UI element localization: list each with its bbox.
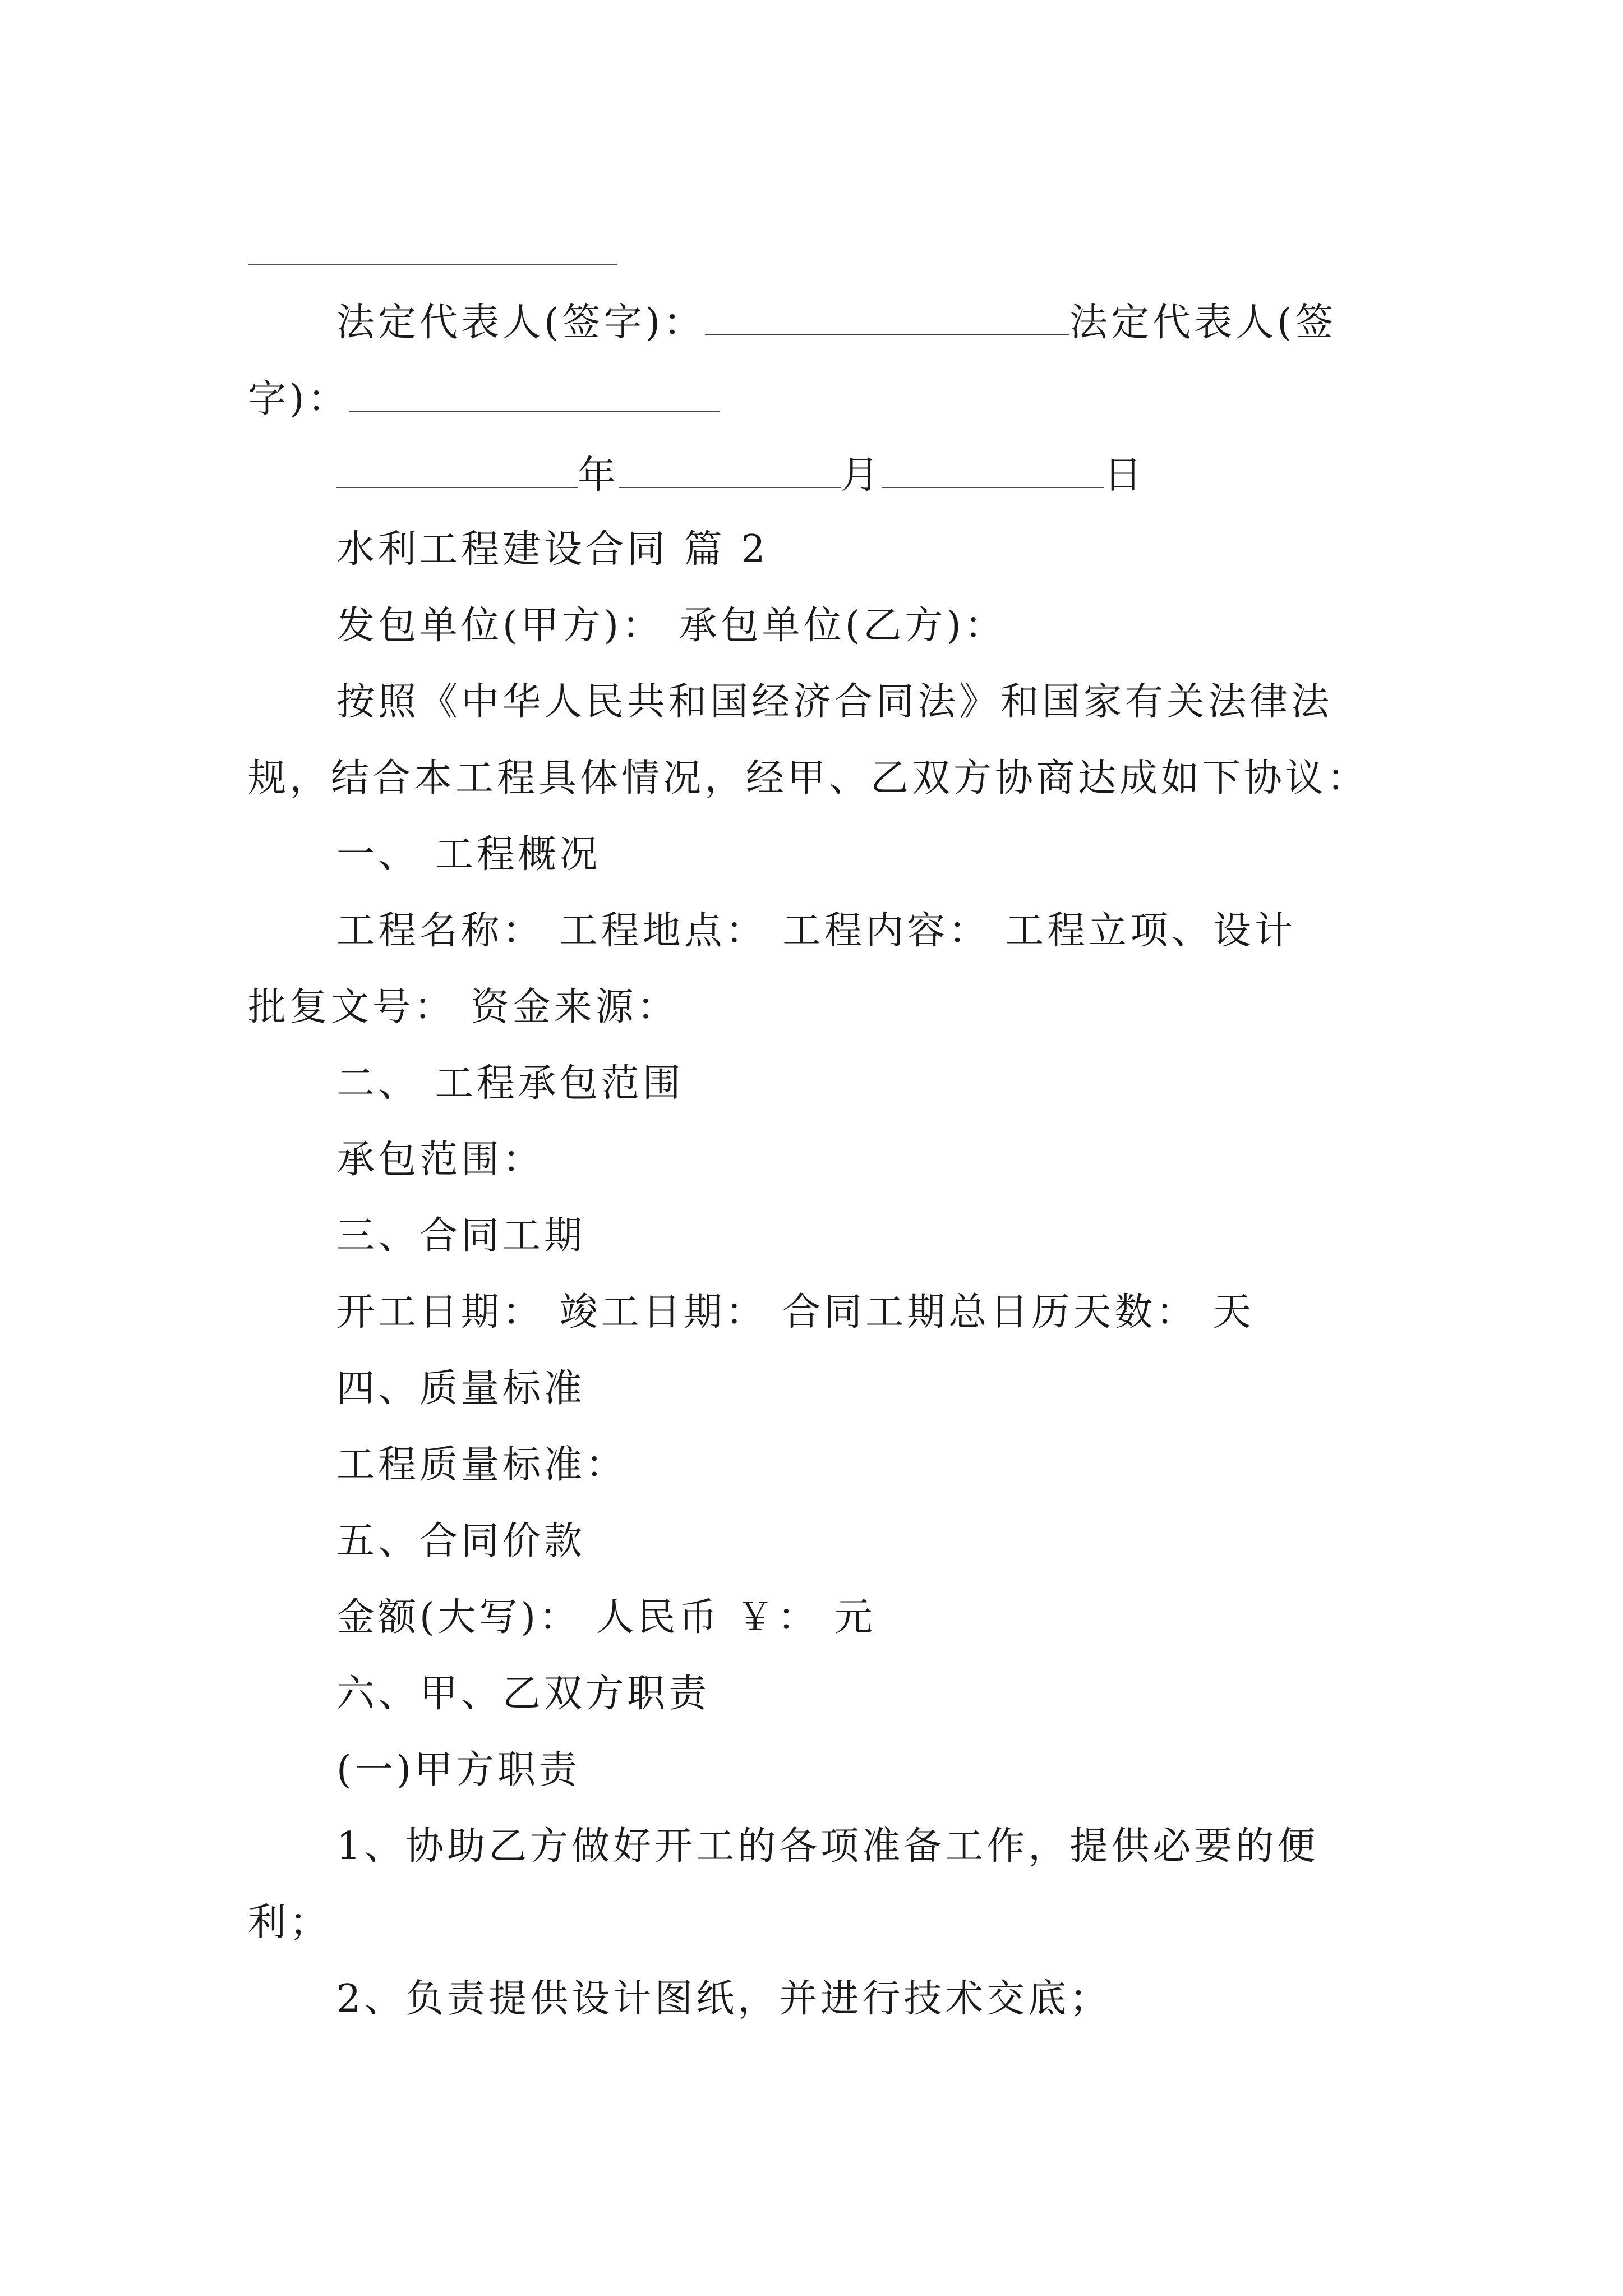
s5-body: 金额(大写)： 人民币 ￥： 元 bbox=[336, 1595, 876, 1640]
intro-line-2: 规，结合本工程具体情况，经甲、乙双方协商达成如下协议： bbox=[248, 756, 1369, 800]
year-label: 年 bbox=[578, 453, 620, 498]
s6-item2: 2、负责提供设计图纸，并进行技术交底； bbox=[336, 1977, 1112, 2021]
s1-line-2: 批复文号： 资金来源： bbox=[248, 985, 679, 1029]
legal-rep-label-a: 法定代表人(签字)： bbox=[336, 301, 706, 345]
signature-blank-b bbox=[349, 378, 720, 412]
s2-heading: 二、 工程承包范围 bbox=[336, 1061, 684, 1106]
s5-heading: 五、合同价款 bbox=[336, 1519, 586, 1563]
month-label: 月 bbox=[841, 453, 883, 498]
signature-line-2 bbox=[248, 377, 720, 421]
day-label: 日 bbox=[1104, 453, 1146, 498]
parties-line: 发包单位(甲方)： 承包单位(乙方)： bbox=[336, 604, 1006, 648]
legal-rep-label-b-cont: 字)： bbox=[248, 377, 349, 421]
date-line bbox=[336, 453, 1146, 498]
s3-heading: 三、合同工期 bbox=[336, 1214, 586, 1258]
year-blank bbox=[336, 454, 578, 488]
top-divider bbox=[248, 264, 617, 265]
signature-blank-a bbox=[705, 302, 1069, 335]
s6-sub1: (一)甲方职责 bbox=[336, 1748, 581, 1792]
section-title: 水利工程建设合同 篇 2 bbox=[336, 527, 769, 572]
month-blank bbox=[619, 454, 841, 488]
day-blank bbox=[882, 454, 1104, 488]
s6-heading: 六、甲、乙双方职责 bbox=[336, 1672, 711, 1716]
s1-line-1: 工程名称： 工程地点： 工程内容： 工程立项、设计 bbox=[336, 909, 1296, 953]
legal-rep-label-b: 法定代表人(签 bbox=[1069, 301, 1337, 345]
intro-line-1: 按照《中华人民共和国经济合同法》和国家有关法律法 bbox=[336, 680, 1333, 724]
s6-item1-line-1: 1、协助乙方做好开工的各项准备工作，提供必要的便 bbox=[336, 1824, 1319, 1869]
signature-line-1 bbox=[336, 301, 1337, 345]
s3-body: 开工日期： 竣工日期： 合同工期总日历天数： 天 bbox=[336, 1290, 1255, 1335]
s1-heading: 一、 工程概况 bbox=[336, 832, 601, 877]
s4-body: 工程质量标准： bbox=[336, 1443, 628, 1487]
s4-heading: 四、质量标准 bbox=[336, 1366, 586, 1411]
s6-item1-line-2: 利； bbox=[248, 1901, 331, 1945]
s2-body: 承包范围： bbox=[336, 1138, 545, 1182]
